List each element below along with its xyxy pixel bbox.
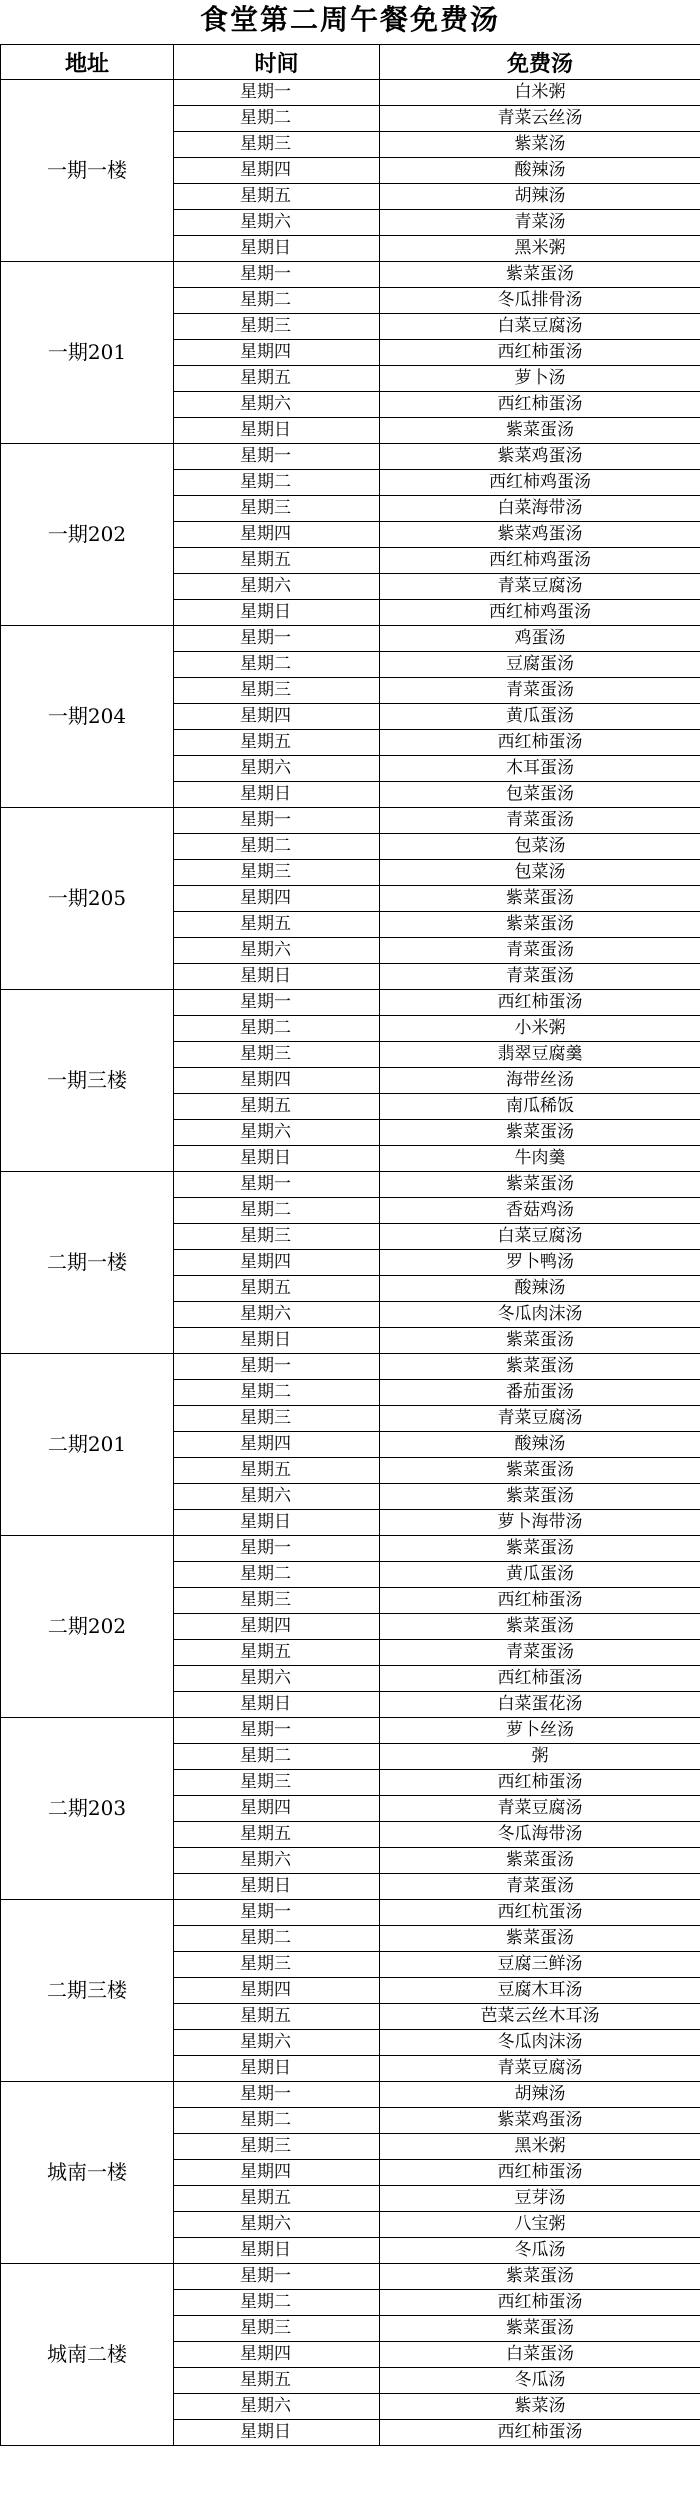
day-cell: 星期一 — [174, 626, 380, 652]
soup-cell: 豆腐蛋汤 — [380, 652, 700, 678]
day-cell: 星期日 — [174, 1874, 380, 1900]
soup-cell: 小米粥 — [380, 1016, 700, 1042]
day-cell: 星期五 — [174, 366, 380, 392]
day-cell: 星期四 — [174, 1068, 380, 1094]
soup-cell: 紫菜蛋汤 — [380, 2264, 700, 2290]
soup-cell: 萝卜海带汤 — [380, 1510, 700, 1536]
soup-cell: 紫菜鸡蛋汤 — [380, 522, 700, 548]
day-cell: 星期三 — [174, 496, 380, 522]
soup-cell: 包菜蛋汤 — [380, 782, 700, 808]
day-cell: 星期日 — [174, 782, 380, 808]
location-cell: 二期201 — [1, 1354, 174, 1536]
day-cell: 星期五 — [174, 730, 380, 756]
soup-cell: 紫菜鸡蛋汤 — [380, 444, 700, 470]
day-cell: 星期一 — [174, 1718, 380, 1744]
soup-cell: 紫菜蛋汤 — [380, 912, 700, 938]
location-cell: 二期202 — [1, 1536, 174, 1718]
location-cell: 一期205 — [1, 808, 174, 990]
location-cell: 二期203 — [1, 1718, 174, 1900]
day-cell: 星期五 — [174, 2186, 380, 2212]
soup-cell: 鸡蛋汤 — [380, 626, 700, 652]
soup-cell: 青菜蛋汤 — [380, 678, 700, 704]
soup-cell: 紫菜汤 — [380, 132, 700, 158]
page-title: 食堂第二周午餐免费汤 — [199, 3, 500, 36]
soup-cell: 紫菜蛋汤 — [380, 1120, 700, 1146]
soup-cell: 木耳蛋汤 — [380, 756, 700, 782]
soup-cell: 冬瓜汤 — [380, 2368, 700, 2394]
day-cell: 星期六 — [174, 574, 380, 600]
soup-cell: 牛肉羹 — [380, 1146, 700, 1172]
soup-cell: 冬瓜海带汤 — [380, 1822, 700, 1848]
location-cell: 一期一楼 — [1, 80, 174, 262]
location-cell: 城南一楼 — [1, 2082, 174, 2264]
soup-cell: 青菜豆腐汤 — [380, 2056, 700, 2082]
table-row — [1, 262, 700, 288]
day-cell: 星期四 — [174, 1796, 380, 1822]
soup-cell: 西红柿蛋汤 — [380, 392, 700, 418]
soup-cell: 紫菜汤 — [380, 2394, 700, 2420]
soup-cell: 青菜蛋汤 — [380, 938, 700, 964]
day-cell: 星期日 — [174, 1328, 380, 1354]
table-row — [1, 1718, 700, 1744]
day-cell: 星期三 — [174, 1952, 380, 1978]
day-cell: 星期四 — [174, 886, 380, 912]
soup-cell: 青菜汤 — [380, 210, 700, 236]
day-cell: 星期三 — [174, 314, 380, 340]
day-cell: 星期一 — [174, 990, 380, 1016]
table-row — [1, 1900, 700, 1926]
day-cell: 星期五 — [174, 2004, 380, 2030]
day-cell: 星期三 — [174, 132, 380, 158]
header-free-soup: 免费汤 — [380, 45, 700, 80]
day-cell: 星期五 — [174, 1458, 380, 1484]
day-cell: 星期二 — [174, 288, 380, 314]
day-cell: 星期四 — [174, 522, 380, 548]
soup-cell: 酸辣汤 — [380, 1276, 700, 1302]
soup-cell: 紫菜蛋汤 — [380, 1328, 700, 1354]
soup-cell: 西红柿蛋汤 — [380, 340, 700, 366]
day-cell: 星期二 — [174, 1926, 380, 1952]
soup-cell: 紫菜蛋汤 — [380, 886, 700, 912]
soup-cell: 豆腐木耳汤 — [380, 1978, 700, 2004]
day-cell: 星期二 — [174, 1380, 380, 1406]
soup-cell: 冬瓜排骨汤 — [380, 288, 700, 314]
table-row — [1, 1354, 700, 1380]
table-row — [1, 808, 700, 834]
soup-cell: 紫菜蛋汤 — [380, 1926, 700, 1952]
soup-cell: 黄瓜蛋汤 — [380, 704, 700, 730]
day-cell: 星期三 — [174, 2134, 380, 2160]
soup-cell: 豆腐三鲜汤 — [380, 1952, 700, 1978]
day-cell: 星期五 — [174, 1822, 380, 1848]
soup-cell: 黑米粥 — [380, 2134, 700, 2160]
day-cell: 星期五 — [174, 184, 380, 210]
soup-cell: 青菜蛋汤 — [380, 808, 700, 834]
soup-cell: 紫菜蛋汤 — [380, 1536, 700, 1562]
soup-cell: 黑米粥 — [380, 236, 700, 262]
soup-cell: 西红柿蛋汤 — [380, 990, 700, 1016]
soup-cell: 西红柿蛋汤 — [380, 2420, 700, 2446]
table-row — [1, 990, 700, 1016]
soup-cell: 西红柿蛋汤 — [380, 1770, 700, 1796]
day-cell: 星期二 — [174, 1198, 380, 1224]
soup-cell: 紫菜蛋汤 — [380, 1172, 700, 1198]
table-row — [1, 80, 700, 106]
day-cell: 星期一 — [174, 80, 380, 106]
soup-cell: 冬瓜汤 — [380, 2238, 700, 2264]
day-cell: 星期日 — [174, 2420, 380, 2446]
day-cell: 星期一 — [174, 444, 380, 470]
day-cell: 星期二 — [174, 470, 380, 496]
day-cell: 星期一 — [174, 1536, 380, 1562]
soup-cell: 青菜云丝汤 — [380, 106, 700, 132]
soup-cell: 紫菜蛋汤 — [380, 262, 700, 288]
table-body — [1, 80, 700, 2446]
day-cell: 星期三 — [174, 1406, 380, 1432]
day-cell: 星期二 — [174, 2108, 380, 2134]
table-row — [1, 2264, 700, 2290]
soup-cell: 白菜海带汤 — [380, 496, 700, 522]
day-cell: 星期四 — [174, 704, 380, 730]
day-cell: 星期四 — [174, 1432, 380, 1458]
soup-cell: 西红柿蛋汤 — [380, 1588, 700, 1614]
table-row — [1, 1172, 700, 1198]
soup-cell: 紫菜蛋汤 — [380, 2316, 700, 2342]
soup-cell: 紫菜鸡蛋汤 — [380, 2108, 700, 2134]
day-cell: 星期三 — [174, 1042, 380, 1068]
table-row — [1, 444, 700, 470]
soup-cell: 紫菜蛋汤 — [380, 1354, 700, 1380]
soup-cell: 粥 — [380, 1744, 700, 1770]
day-cell: 星期五 — [174, 1276, 380, 1302]
soup-cell: 八宝粥 — [380, 2212, 700, 2238]
day-cell: 星期一 — [174, 808, 380, 834]
day-cell: 星期二 — [174, 106, 380, 132]
location-cell: 城南二楼 — [1, 2264, 174, 2446]
day-cell: 星期一 — [174, 1900, 380, 1926]
day-cell: 星期四 — [174, 1250, 380, 1276]
day-cell: 星期二 — [174, 652, 380, 678]
soup-cell: 胡辣汤 — [380, 2082, 700, 2108]
table-header-row — [1, 45, 700, 80]
location-cell: 二期三楼 — [1, 1900, 174, 2082]
soup-cell: 青菜蛋汤 — [380, 1874, 700, 1900]
day-cell: 星期六 — [174, 1120, 380, 1146]
day-cell: 星期六 — [174, 1666, 380, 1692]
day-cell: 星期日 — [174, 1692, 380, 1718]
soup-cell: 青菜豆腐汤 — [380, 1796, 700, 1822]
day-cell: 星期日 — [174, 418, 380, 444]
day-cell: 星期六 — [174, 2030, 380, 2056]
soup-cell: 海带丝汤 — [380, 1068, 700, 1094]
day-cell: 星期日 — [174, 2238, 380, 2264]
soup-cell: 紫菜蛋汤 — [380, 418, 700, 444]
soup-schedule-table — [0, 44, 700, 2446]
day-cell: 星期一 — [174, 1354, 380, 1380]
soup-cell: 西红柿鸡蛋汤 — [380, 600, 700, 626]
day-cell: 星期四 — [174, 1978, 380, 2004]
soup-cell: 青菜豆腐汤 — [380, 574, 700, 600]
day-cell: 星期二 — [174, 1016, 380, 1042]
day-cell: 星期六 — [174, 210, 380, 236]
day-cell: 星期二 — [174, 1744, 380, 1770]
location-cell: 二期一楼 — [1, 1172, 174, 1354]
soup-cell: 罗卜鸭汤 — [380, 1250, 700, 1276]
day-cell: 星期日 — [174, 964, 380, 990]
soup-cell: 西红柿蛋汤 — [380, 2160, 700, 2186]
day-cell: 星期六 — [174, 1484, 380, 1510]
day-cell: 星期三 — [174, 1224, 380, 1250]
soup-cell: 南瓜稀饭 — [380, 1094, 700, 1120]
day-cell: 星期六 — [174, 1848, 380, 1874]
soup-cell: 冬瓜肉沫汤 — [380, 2030, 700, 2056]
day-cell: 星期六 — [174, 938, 380, 964]
soup-cell: 翡翠豆腐羹 — [380, 1042, 700, 1068]
day-cell: 星期一 — [174, 2264, 380, 2290]
soup-cell: 香菇鸡汤 — [380, 1198, 700, 1224]
soup-cell: 青菜豆腐汤 — [380, 1406, 700, 1432]
soup-cell: 黄瓜蛋汤 — [380, 1562, 700, 1588]
day-cell: 星期日 — [174, 1510, 380, 1536]
header-location: 地址 — [1, 45, 174, 80]
day-cell: 星期三 — [174, 1588, 380, 1614]
soup-cell: 包菜汤 — [380, 860, 700, 886]
day-cell: 星期五 — [174, 548, 380, 574]
soup-cell: 萝卜丝汤 — [380, 1718, 700, 1744]
soup-cell: 芭菜云丝木耳汤 — [380, 2004, 700, 2030]
day-cell: 星期三 — [174, 678, 380, 704]
day-cell: 星期一 — [174, 262, 380, 288]
header-time: 时间 — [174, 45, 380, 80]
day-cell: 星期四 — [174, 158, 380, 184]
day-cell: 星期六 — [174, 2394, 380, 2420]
day-cell: 星期六 — [174, 756, 380, 782]
soup-cell: 青菜蛋汤 — [380, 964, 700, 990]
soup-cell: 豆芽汤 — [380, 2186, 700, 2212]
day-cell: 星期五 — [174, 1094, 380, 1120]
soup-cell: 紫菜蛋汤 — [380, 1458, 700, 1484]
soup-cell: 酸辣汤 — [380, 158, 700, 184]
soup-cell: 番茄蛋汤 — [380, 1380, 700, 1406]
soup-cell: 紫菜蛋汤 — [380, 1848, 700, 1874]
day-cell: 星期五 — [174, 2368, 380, 2394]
soup-cell: 白菜豆腐汤 — [380, 1224, 700, 1250]
day-cell: 星期日 — [174, 1146, 380, 1172]
location-cell: 一期202 — [1, 444, 174, 626]
soup-cell: 紫菜蛋汤 — [380, 1614, 700, 1640]
day-cell: 星期三 — [174, 860, 380, 886]
soup-cell: 西红柿蛋汤 — [380, 730, 700, 756]
day-cell: 星期四 — [174, 2160, 380, 2186]
day-cell: 星期四 — [174, 2342, 380, 2368]
soup-cell: 白菜蛋花汤 — [380, 1692, 700, 1718]
day-cell: 星期六 — [174, 1302, 380, 1328]
day-cell: 星期一 — [174, 2082, 380, 2108]
table-row — [1, 2082, 700, 2108]
day-cell: 星期四 — [174, 340, 380, 366]
table-row — [1, 626, 700, 652]
soup-cell: 青菜蛋汤 — [380, 1640, 700, 1666]
day-cell: 星期一 — [174, 1172, 380, 1198]
soup-cell: 包菜汤 — [380, 834, 700, 860]
day-cell: 星期三 — [174, 1770, 380, 1796]
soup-cell: 西红柿蛋汤 — [380, 1666, 700, 1692]
soup-cell: 白菜蛋汤 — [380, 2342, 700, 2368]
day-cell: 星期五 — [174, 912, 380, 938]
soup-cell: 胡辣汤 — [380, 184, 700, 210]
soup-cell: 紫菜蛋汤 — [380, 1484, 700, 1510]
soup-cell: 萝卜汤 — [380, 366, 700, 392]
soup-cell: 白米粥 — [380, 80, 700, 106]
location-cell: 一期204 — [1, 626, 174, 808]
location-cell: 一期201 — [1, 262, 174, 444]
soup-cell: 酸辣汤 — [380, 1432, 700, 1458]
day-cell: 星期二 — [174, 834, 380, 860]
table-row — [1, 1536, 700, 1562]
soup-cell: 西红柿鸡蛋汤 — [380, 548, 700, 574]
day-cell: 星期六 — [174, 2212, 380, 2238]
day-cell: 星期五 — [174, 1640, 380, 1666]
day-cell: 星期四 — [174, 1614, 380, 1640]
day-cell: 星期二 — [174, 2290, 380, 2316]
day-cell: 星期三 — [174, 2316, 380, 2342]
day-cell: 星期日 — [174, 236, 380, 262]
day-cell: 星期日 — [174, 2056, 380, 2082]
day-cell: 星期日 — [174, 600, 380, 626]
soup-cell: 冬瓜肉沫汤 — [380, 1302, 700, 1328]
soup-cell: 白菜豆腐汤 — [380, 314, 700, 340]
soup-cell: 西红杭蛋汤 — [380, 1900, 700, 1926]
soup-cell: 西红柿蛋汤 — [380, 2290, 700, 2316]
location-cell: 一期三楼 — [1, 990, 174, 1172]
day-cell: 星期二 — [174, 1562, 380, 1588]
day-cell: 星期六 — [174, 392, 380, 418]
soup-cell: 西红柿鸡蛋汤 — [380, 470, 700, 496]
